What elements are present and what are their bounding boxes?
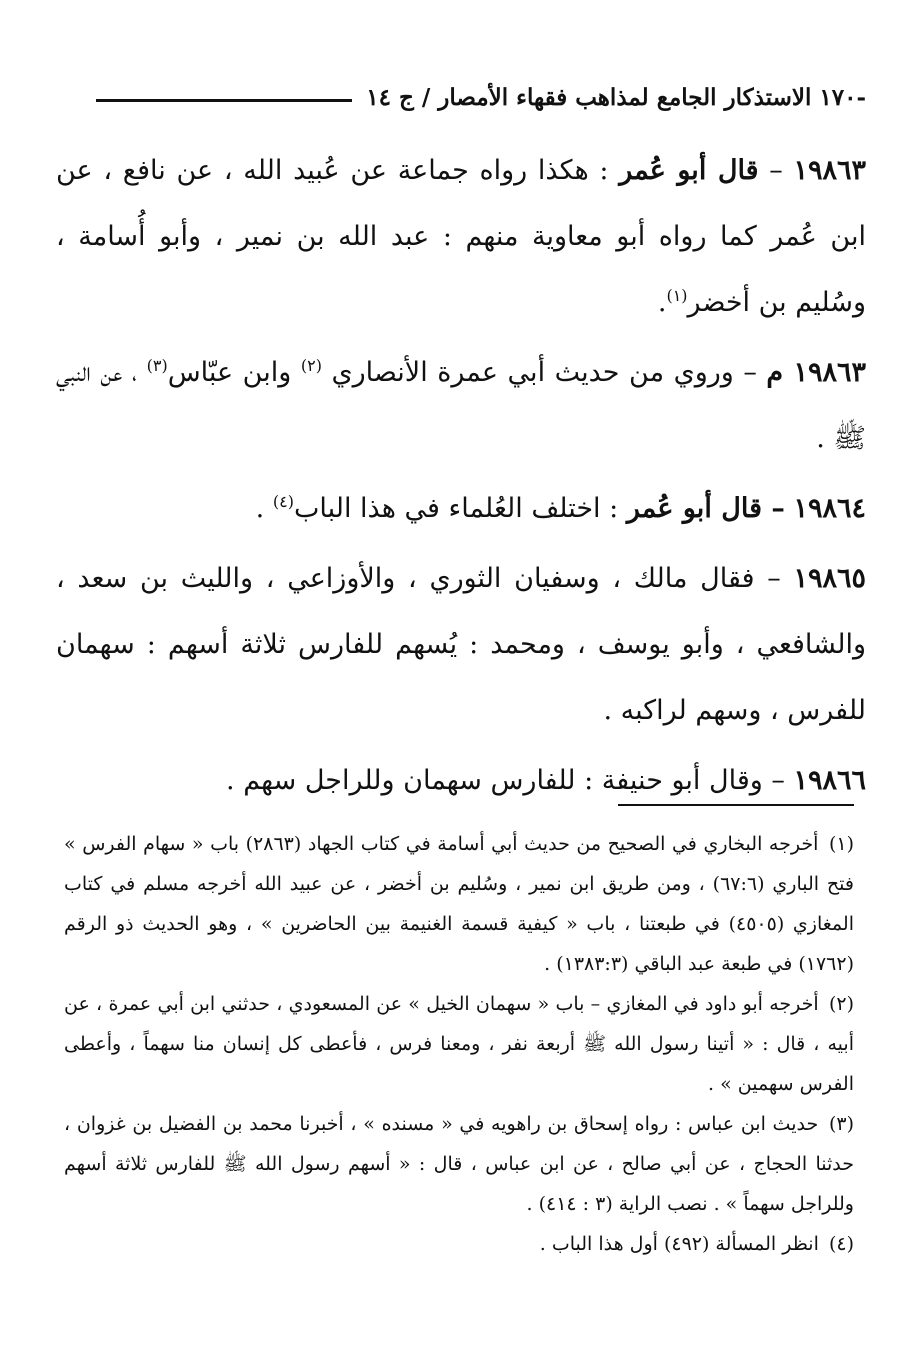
footnote-marker: (١) xyxy=(666,286,688,305)
paragraph-text: : اختلف العُلماء في هذا الباب xyxy=(293,493,619,524)
paragraph-text: وابن عبّاس xyxy=(167,357,292,388)
footnote-number: (٤) xyxy=(828,1233,854,1255)
paragraph-number: ١٩٨٦٥ xyxy=(793,563,866,594)
running-header xyxy=(96,80,866,114)
footnote-number: (١) xyxy=(828,833,854,855)
footnotes xyxy=(64,824,854,1264)
footnote-2 xyxy=(64,984,854,1104)
paragraph-tail: . xyxy=(255,493,265,524)
paragraph-text: – وروي من حديث أبي عمرة الأنصاري xyxy=(331,357,757,388)
footnote-marker: (٤) xyxy=(272,492,294,511)
speaker-name: – قال أبو عُمر xyxy=(626,493,785,524)
speaker-name: قال أبو عُمر xyxy=(619,155,759,186)
footnote-marker: (٣) xyxy=(146,356,168,375)
paragraph-19863: ١٩٨٦٣ – قال أبو عُمر : هكذا رواه جماعة عن عُبيد الله ، عن نافع ، عن ابن عُمر كما رواه أبو معاوية منهم : عبد الله بن نمير ، وأبو أُسامة ، وسُليم بن أخضر$^{(١)}$. xyxy=(56,155,866,318)
paragraph-number: ١٩٨٦٣ xyxy=(793,155,866,186)
paragraph-text: – وقال أبو حنيفة : للفارس سهمان وللراجل سهم . xyxy=(226,765,785,796)
main-text xyxy=(56,138,866,818)
paragraph-text: – فقال مالك ، وسفيان الثوري ، والأوزاعي ، والليث بن سعد ، والشافعي ، وأبو يوسف ، ومحمد : يُسهم للفارس ثلاثة أسهم : سهمان للفرس ، وسهم لراكبه . xyxy=(56,563,866,726)
header-rule xyxy=(96,99,352,102)
paragraph-text: : هكذا رواه جماعة عن عُبيد الله ، عن نافع ، عن ابن عُمر كما رواه أبو معاوية منهم : عبد الله بن نمير ، وأبو أُسامة ، وسُليم بن أخضر xyxy=(56,155,866,318)
paragraph-number: ١٩٨٦٦ xyxy=(793,765,866,796)
footnote-text: انظر المسألة (٤٩٢) أول هذا الباب . xyxy=(539,1233,819,1255)
paragraph-text: ، عن النبي ﷺ . xyxy=(56,357,866,454)
footnote-text: أخرجه البخاري في الصحيح من حديث أبي أسامة في كتاب الجهاد (٢٨٦٣) باب « سهام الفرس » فتح الباري (٦٧:٦) ، ومن طريق ابن نمير ، وسُليم بن أخضر ، عن عبيد الله أخرجه مسلم في كتاب المغازي (٤٥٠٥) في طبعتنا ، باب « كيفية قسمة الغنيمة بين الحاضرين » ، وهو الحديث ذو الرقم (١٧٦٢) في طبعة عبد الباقي (١٣٨٣:٣) . xyxy=(64,833,854,975)
paragraph-number: ١٩٨٦٣ م xyxy=(766,357,866,388)
footnote-number: (٢) xyxy=(828,993,854,1015)
footnote-3 xyxy=(64,1104,854,1224)
paragraph-19864 xyxy=(56,476,866,542)
paragraph-19863m xyxy=(56,340,866,472)
paragraph-tail: . xyxy=(657,287,667,318)
footnote-1 xyxy=(64,824,854,984)
footnote-text: حديث ابن عباس : رواه إسحاق بن راهويه في « مسنده » ، أخبرنا محمد بن الفضيل بن غزوان ، حدثنا الحجاج ، عن أبي صالح ، عن ابن عباس ، قال : « أسهم رسول الله ﷺ للفارس ثلاثة أسهم وللراجل سهماً » . نصب الراية (٣ : ٤١٤) . xyxy=(64,1113,854,1215)
paragraph-number: ١٩٨٦٤ xyxy=(793,493,866,524)
footnote-marker: (٢) xyxy=(300,356,322,375)
paragraph-19865 xyxy=(56,546,866,744)
footnote-separator xyxy=(618,804,854,806)
footnote-number: (٣) xyxy=(828,1113,854,1135)
footnote-text: أخرجه أبو داود في المغازي – باب « سهمان الخيل » عن المسعودي ، حدثني ابن أبي عمرة ، عن أبيه ، قال : « أتينا رسول الله ﷺ أربعة نفر ، ومعنا فرس ، فأعطى كل إنسان منا سهماً ، وأعطى الفرس سهمين » . xyxy=(64,993,854,1095)
header-title: -١٧٠ الاستذكار الجامع لمذاهب فقهاء الأمصار / ج ١٤ xyxy=(366,83,866,111)
footnote-4 xyxy=(64,1224,854,1264)
